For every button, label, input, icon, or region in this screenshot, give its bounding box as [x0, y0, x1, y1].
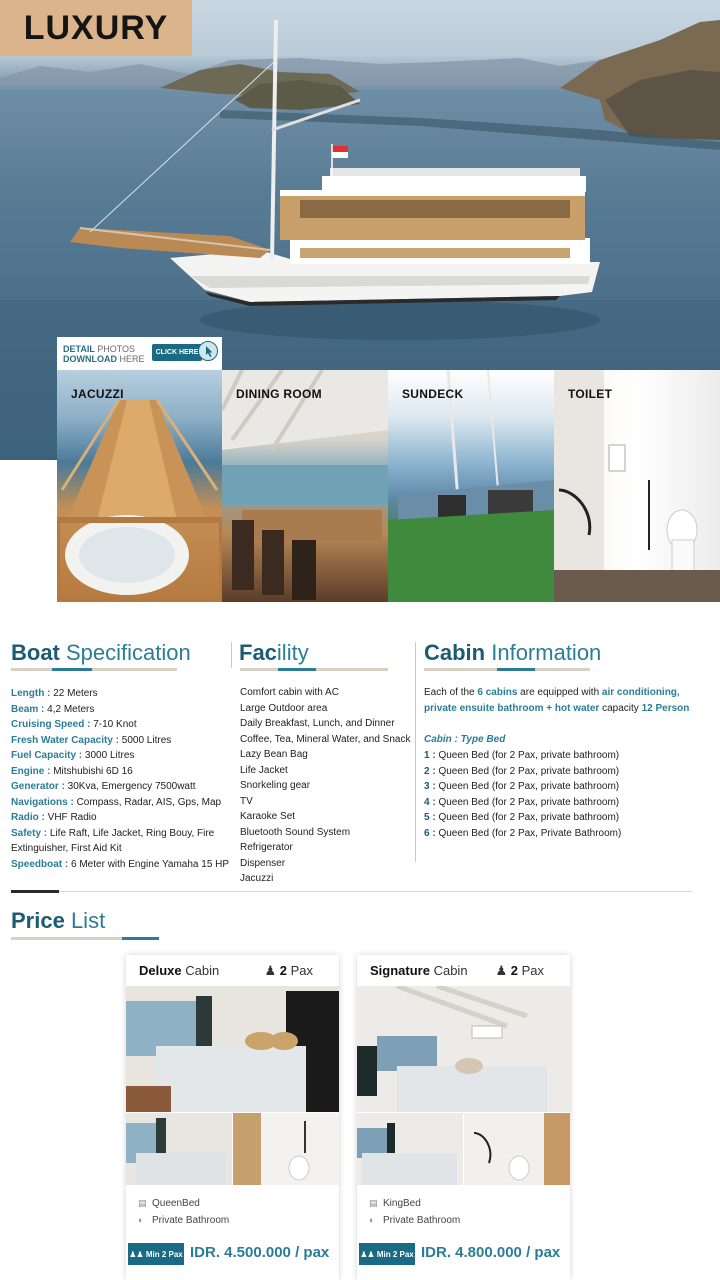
card-name-rest: Cabin	[181, 963, 220, 978]
boat-spec-list	[11, 686, 233, 872]
price-list-title-rest: List	[64, 908, 106, 933]
cabin-info-block	[424, 685, 714, 841]
card-price: IDR. 4.800.000 / pax	[421, 1244, 561, 1261]
facility-item: Jacuzzi	[240, 873, 274, 884]
tile-label-toilet: TOILET	[568, 387, 613, 401]
card-bath: Private Bathroom	[383, 1215, 461, 1226]
card-price: IDR. 4.500.000 / pax	[190, 1244, 330, 1261]
detail-line2-bold: DOWNLOAD	[63, 353, 117, 364]
detail-photos-box[interactable]	[57, 337, 222, 370]
facility-item: Large Outdoor area	[240, 702, 328, 714]
facility-item: Life Jacket	[240, 764, 288, 776]
card-name-bold: Deluxe	[139, 963, 182, 978]
card-bed: KingBed	[383, 1198, 421, 1209]
signature-bathroom-photo	[464, 1113, 570, 1185]
price-list-underline-accent	[122, 937, 159, 940]
spec-value: Mitshubishi 6D 16	[50, 765, 133, 777]
card-name-rest: Cabin	[429, 963, 468, 978]
spec-value: Compass, Radar, AIS, Gps, Map	[73, 796, 222, 808]
spec-generator	[11, 779, 233, 795]
card-bed-feature	[138, 1198, 200, 1209]
spec-key: Speedboat :	[11, 858, 69, 870]
cabin-row	[424, 764, 714, 780]
boat-spec-title-rest: Specification	[59, 640, 191, 665]
cabin-intro-text: are equipped with	[517, 687, 602, 698]
spec-key: Radio :	[11, 812, 45, 823]
cabin-info-title-bold: Cabin	[424, 640, 486, 665]
min-pax-badge	[128, 1243, 184, 1265]
spec-value: VHF Radio	[44, 812, 97, 823]
gallery-tile-dining-room[interactable]	[222, 370, 388, 602]
spec-safety	[11, 826, 233, 857]
card-name	[139, 963, 219, 978]
spec-value: 5000 Litres	[119, 734, 172, 746]
tile-label-sundeck: SUNDECK	[402, 387, 464, 401]
facility-item: Refrigerator	[240, 842, 293, 853]
deluxe-cabin-photo-2	[126, 1113, 232, 1185]
price-list-title-bold: Price	[11, 908, 65, 933]
cabin-row-text: Queen Bed (for 2 Pax, private bathroom)	[435, 796, 620, 808]
cabin-intro	[424, 685, 714, 717]
cabin-intro-highlight: 6 cabins	[477, 687, 518, 698]
spec-value: Life Raft, Life Jacket, Ring Bouy, Fire Extinguisher, First Aid Kit	[11, 827, 215, 854]
cabin-row-text: Queen Bed (for 2 Pax, private bathroom)	[435, 765, 620, 777]
facility-list	[240, 685, 416, 887]
spec-value: 22 Meters	[50, 688, 98, 699]
card-photo-sub	[233, 1113, 339, 1185]
cabin-info-title	[424, 640, 601, 666]
group-icon: ♟♟	[129, 1249, 146, 1259]
divider-1	[231, 642, 232, 668]
cabin-row-text: Queen Bed (for 2 Pax, private bathroom)	[435, 781, 620, 792]
gallery-tile-sundeck[interactable]	[388, 370, 554, 602]
facility-item: Bluetooth Sound System	[240, 826, 351, 838]
facility-item: Karaoke Set	[240, 811, 296, 822]
card-name	[370, 963, 468, 978]
facility-title-bold: Fac	[239, 640, 277, 665]
tile-label-dining-room: DINING ROOM	[236, 387, 322, 401]
spec-radio	[11, 810, 233, 826]
boat-spec-underline	[11, 668, 177, 671]
spec-value: 6 Meter with Engine Yamaha 15 HP	[68, 858, 230, 870]
card-pax-count: 2	[279, 963, 287, 978]
facility-gallery	[57, 370, 720, 602]
cabin-info-title-rest: Information	[485, 640, 602, 665]
cabin-intro-highlight: 12 Person	[641, 703, 690, 714]
spec-key: Engine :	[11, 765, 51, 777]
signature-cabin-photo-2	[357, 1113, 463, 1185]
cabin-intro-highlight: air conditioning, private ensuite bathroom + hot water	[424, 687, 680, 714]
person-icon: ♟	[264, 963, 277, 978]
cabin-row-number: 5 :	[424, 812, 436, 823]
facility-item: Coffee, Tea, Mineral Water, and Snack	[240, 733, 411, 745]
spec-navigations	[11, 795, 233, 811]
spec-beam	[11, 702, 233, 718]
detail-photos-text	[63, 344, 145, 364]
bathtub-icon: ◐	[369, 1215, 375, 1225]
detail-line1-light: PHOTOS	[97, 343, 136, 354]
min-pax-label: Min 2 Pax	[145, 1249, 183, 1259]
cabin-info-underline-accent	[497, 668, 535, 671]
section-divider-accent	[11, 890, 59, 893]
click-here-button[interactable]: CLICK HERE	[152, 344, 202, 361]
cabin-row-number: 6 :	[424, 827, 436, 839]
min-pax-label: Min 2 Pax	[376, 1249, 414, 1259]
card-name-bold: Signature	[370, 963, 430, 978]
price-card-deluxe[interactable]	[126, 955, 339, 1280]
facility-item: Snorkeling gear	[240, 780, 311, 791]
spec-key: Safety :	[11, 827, 48, 839]
spec-key: Length :	[11, 688, 51, 699]
spec-key: Beam :	[11, 703, 45, 715]
price-card-signature[interactable]	[357, 955, 570, 1280]
card-bed: QueenBed	[152, 1198, 200, 1209]
signature-bedroom-photo	[357, 986, 570, 1112]
boat-spec-title	[11, 640, 191, 666]
jacuzzi-photo	[57, 370, 222, 602]
card-photo-sub	[126, 1113, 232, 1185]
boat-spec-title-bold: Boat	[11, 640, 60, 665]
spec-key: Fuel Capacity :	[11, 750, 83, 761]
cabin-row	[424, 795, 714, 811]
cabin-row-number: 3 :	[424, 781, 436, 792]
spec-speedboat	[11, 857, 233, 873]
card-bed-feature	[369, 1198, 421, 1209]
facility-title	[239, 640, 309, 666]
deluxe-bathroom-photo	[233, 1113, 339, 1185]
spec-fuel	[11, 748, 233, 764]
spec-key: Fresh Water Capacity :	[11, 734, 119, 746]
facility-item: Comfort cabin with AC	[240, 687, 339, 698]
facility-underline-accent	[278, 668, 316, 671]
spec-key: Cruising Speed :	[11, 719, 91, 730]
cabin-row	[424, 810, 714, 826]
cabin-row	[424, 826, 714, 842]
card-pax-label: Pax	[286, 963, 313, 978]
boat-spec-underline-accent	[52, 668, 92, 671]
detail-line2-light: HERE	[119, 353, 145, 364]
spec-fresh-water	[11, 733, 233, 749]
spec-key: Navigations :	[11, 796, 74, 808]
cabin-rows	[424, 748, 714, 841]
min-pax-badge	[359, 1243, 415, 1265]
deluxe-bedroom-photo	[126, 986, 339, 1112]
group-icon: ♟♟	[360, 1249, 377, 1259]
card-photo-main	[357, 986, 570, 1112]
spec-key: Generator :	[11, 781, 65, 792]
spec-value: 7-10 Knot	[90, 719, 137, 730]
spec-value: 30Kva, Emergency 7500watt	[64, 781, 196, 792]
cabin-row-text: Queen Bed (for 2 Pax, Private Bathroom)	[435, 827, 622, 839]
facility-item: Lazy Bean Bag	[240, 749, 308, 760]
spec-value: 4,2 Meters	[44, 703, 95, 715]
bed-icon: ▤	[369, 1198, 378, 1208]
dining-room-photo	[222, 370, 388, 602]
detail-line1-bold: DETAIL	[63, 343, 95, 354]
cabin-intro-text: Each of the	[424, 687, 478, 698]
sundeck-photo	[388, 370, 554, 602]
bed-icon: ▤	[138, 1198, 147, 1208]
spec-engine	[11, 764, 233, 780]
card-bath-feature	[369, 1215, 460, 1226]
cabin-row-text: Queen Bed (for 2 Pax, private bathroom)	[435, 750, 620, 761]
section-divider	[11, 891, 692, 892]
person-icon: ♟	[495, 963, 508, 978]
gallery-tile-jacuzzi[interactable]	[57, 370, 222, 602]
card-bath-feature	[138, 1215, 229, 1226]
spec-value: 3000 Litres	[82, 750, 135, 761]
tile-label-jacuzzi: JACUZZI	[71, 387, 124, 401]
card-photo-main	[126, 986, 339, 1112]
cabin-row	[424, 779, 714, 795]
spec-length	[11, 686, 233, 702]
cabin-row-number: 4 :	[424, 796, 436, 808]
bathtub-icon: ◐	[138, 1215, 144, 1225]
spec-cruising-speed	[11, 717, 233, 733]
cabin-row-number: 1 :	[424, 750, 436, 761]
cabin-row-number: 2 :	[424, 765, 436, 777]
card-pax	[264, 963, 313, 979]
cabin-row-text: Queen Bed (for 2 Pax, private bathroom)	[435, 812, 620, 823]
card-photo-sub	[357, 1113, 463, 1185]
cabin-type-heading: Cabin : Type Bed	[424, 734, 506, 745]
gallery-tile-toilet[interactable]	[554, 370, 720, 602]
facility-item: Daily Breakfast, Lunch, and Dinner	[240, 718, 395, 729]
price-list-title	[11, 908, 105, 934]
facility-title-rest: ility	[276, 640, 309, 665]
cabin-row	[424, 748, 714, 764]
facility-item: TV	[240, 795, 253, 807]
cabin-intro-text: capacity	[599, 703, 642, 714]
card-bath: Private Bathroom	[152, 1215, 230, 1226]
toilet-photo	[554, 370, 720, 602]
luxury-badge: LUXURY	[0, 0, 192, 56]
card-photo-sub	[464, 1113, 570, 1185]
card-pax	[495, 963, 544, 979]
cursor-icon	[198, 341, 218, 361]
card-pax-label: Pax	[517, 963, 544, 978]
card-pax-count: 2	[510, 963, 518, 978]
facility-item: Dispenser	[240, 857, 286, 869]
